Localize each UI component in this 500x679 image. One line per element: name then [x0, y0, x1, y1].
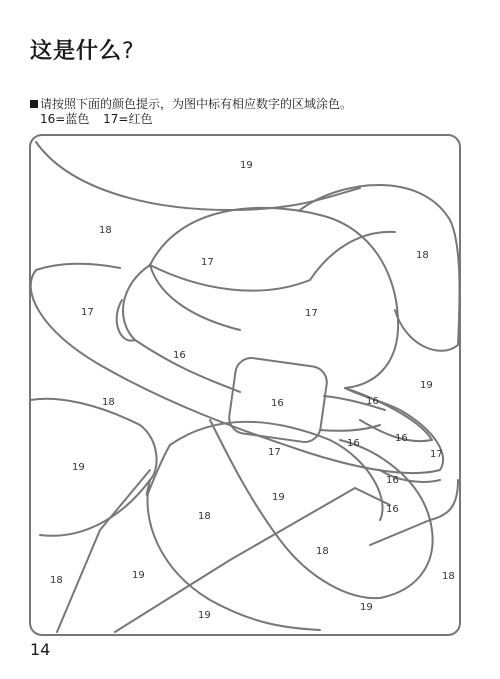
hat-band-left [123, 265, 240, 392]
region-label: 16 [173, 350, 186, 361]
bow-loop-right [210, 420, 433, 598]
region-label: 19 [72, 462, 85, 473]
legend-item-blue: 16=蓝色 [40, 112, 90, 126]
region-label: 17 [268, 447, 281, 458]
region-label: 19 [240, 160, 253, 171]
region-label: 16 [366, 396, 379, 407]
ribbon-left-streamer [57, 470, 150, 632]
hat-band-inner [150, 265, 240, 330]
top-swoosh-line [36, 142, 360, 210]
region-label: 18 [316, 546, 329, 557]
region-label: 17 [81, 307, 94, 318]
title-question-mark: ? [122, 39, 135, 64]
region-label: 18 [442, 571, 455, 582]
region-label: 18 [198, 511, 211, 522]
right-lobe-line [300, 185, 460, 351]
brim-right-tip [345, 388, 432, 441]
title-text: 这是什么 [30, 39, 123, 64]
region-label: 16 [347, 438, 360, 449]
region-label: 16 [386, 475, 399, 486]
crown-inner-line [310, 232, 395, 280]
region-label: 16 [386, 504, 399, 515]
region-label: 19 [360, 602, 373, 613]
region-label: 19 [420, 380, 433, 391]
region-label: 16 [395, 433, 408, 444]
ribbon-middle-streamer [115, 488, 355, 632]
left-petal-line [30, 399, 157, 536]
region-label: 18 [416, 250, 429, 261]
hat-band-edge [117, 300, 135, 341]
bow-loop-bottom [148, 480, 321, 630]
crown-band-top [150, 265, 310, 291]
region-number-labels [50, 160, 455, 621]
region-label: 18 [50, 575, 63, 586]
region-label: 19 [132, 570, 145, 581]
region-label: 19 [272, 492, 285, 503]
legend-item-red: 17=红色 [103, 112, 153, 126]
region-label: 19 [198, 610, 211, 621]
region-label: 16 [271, 398, 284, 409]
page-number: 14 [30, 640, 51, 659]
region-label: 17 [305, 308, 318, 319]
region-label: 18 [99, 225, 112, 236]
region-label: 17 [430, 449, 443, 460]
region-label: 17 [201, 257, 214, 268]
bow-loop-top [170, 422, 383, 520]
region-label: 18 [102, 397, 115, 408]
ribbon-right-streamer [355, 480, 458, 545]
instruction-text: 请按照下面的颜色提示，为图中标有相应数字的区域涂色。 [40, 97, 353, 111]
